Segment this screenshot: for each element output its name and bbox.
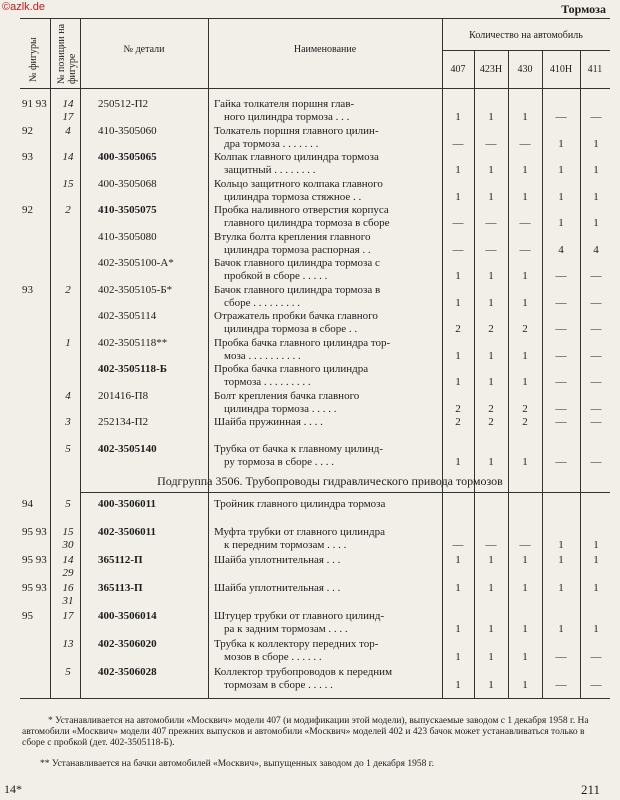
col-divider	[508, 50, 509, 698]
row-qty: —	[555, 679, 567, 691]
row-name-line2: цилиндра тормоза стяжное . .	[224, 190, 362, 203]
row-fig: 95 93	[22, 582, 47, 594]
row-qty: 1	[522, 651, 528, 663]
row-qty: 1	[522, 349, 528, 362]
header-model: 411	[587, 64, 603, 75]
row-qty: 1	[455, 376, 461, 388]
row-qty: —	[590, 402, 602, 415]
row-fig: 92	[22, 204, 33, 216]
row-qty: 1	[522, 111, 528, 123]
col-divider	[442, 18, 443, 698]
row-pos: 4	[65, 389, 71, 402]
row-qty: 1	[593, 164, 599, 176]
row-name-line1: Трубка к коллектору передних тор-	[214, 638, 379, 650]
row-part: 250512-П2	[98, 98, 149, 110]
row-name-line2: ру тормоза в сборе . . . .	[224, 455, 334, 468]
row-qty: 1	[455, 111, 461, 123]
row-qty: —	[590, 651, 602, 663]
row-name-line2: ного цилиндра тормоза . . .	[224, 111, 350, 123]
row-part: 410-3505080	[98, 230, 157, 243]
row-part: 400-3505065	[98, 151, 157, 163]
row-name-line2: цилиндра тормоза в сборе . .	[224, 323, 358, 335]
row-qty: 1	[455, 349, 461, 362]
row-qty: —	[555, 651, 567, 663]
row-qty: —	[485, 539, 497, 551]
row-qty: 1	[558, 623, 564, 635]
row-qty: —	[555, 349, 567, 362]
row-name-line1: Гайка толкателя поршня глав-	[214, 98, 355, 110]
header-part: № детали	[123, 44, 165, 55]
row-qty: 1	[455, 455, 461, 468]
row-part: 402-3505140	[98, 442, 157, 455]
row-qty: 1	[455, 679, 461, 691]
row-part: 400-3506014	[98, 610, 157, 622]
row-name-line2: тормозам в сборе . . . . .	[224, 679, 333, 691]
row-qty: 1	[488, 679, 494, 691]
row-qty: 2	[488, 416, 494, 428]
row-qty: —	[555, 455, 567, 468]
row-name-line2: защитный . . . . . . . .	[224, 164, 316, 176]
row-qty: —	[590, 416, 602, 428]
row-qty: 2	[522, 416, 528, 428]
row-qty: 1	[522, 554, 528, 566]
row-pos: 5	[65, 442, 71, 455]
col-divider	[580, 50, 581, 698]
row-fig: 91 93	[22, 98, 47, 110]
watermark: ©azlk.de	[2, 1, 45, 13]
row-qty: —	[519, 217, 531, 229]
row-qty: 2	[488, 323, 494, 335]
row-qty: 1	[522, 190, 528, 203]
col-divider	[50, 18, 51, 698]
row-part: 410-3505075	[98, 204, 157, 216]
row-name-line1: Коллектор трубопроводов к передним	[214, 666, 393, 678]
row-qty: 1	[488, 164, 494, 176]
row-qty: —	[555, 270, 567, 282]
row-pos: 3	[65, 416, 71, 428]
page-number: 211	[580, 782, 600, 797]
row-part: 402-3505105-Б*	[98, 283, 173, 296]
row-qty: —	[555, 402, 567, 415]
row-name-line1: Штуцер трубки от главного цилинд-	[214, 610, 385, 622]
qty-header-rule	[442, 50, 610, 51]
row-qty: —	[555, 416, 567, 428]
row-qty: 1	[558, 539, 564, 551]
row-qty: 1	[593, 190, 599, 203]
row-qty: 2	[522, 323, 528, 335]
row-name-line2: цилиндра тормоза . . . . .	[224, 402, 337, 415]
row-name-line1: Пробка наливного отверстия корпуса	[214, 204, 389, 216]
row-qty: —	[590, 111, 602, 123]
row-qty: 1	[488, 623, 494, 635]
row-qty: 1	[593, 623, 599, 635]
row-qty: —	[555, 111, 567, 123]
row-name-line1: Бачок главного цилиндра тормоза с	[214, 257, 380, 269]
row-qty: 1	[455, 164, 461, 176]
footnote-2: ** Устанавливается на бачки автомобилей «Москвич», выпущенных заводом до 1 декабря 1958 г.	[40, 759, 434, 769]
header-name: Наименование	[293, 44, 357, 55]
row-fig: 93	[22, 151, 33, 163]
row-name-line1: Колпак главного цилиндра тормоза	[214, 151, 379, 163]
row-qty: —	[519, 539, 531, 551]
row-name-line2: ра к задним тормозам . . . .	[224, 623, 348, 635]
row-qty: 1	[522, 455, 528, 468]
row-name-line1: Трубка от бачка к главному цилинд-	[214, 442, 384, 455]
row-part: 402-3506020	[98, 638, 157, 650]
row-qty: 1	[488, 554, 494, 566]
row-name-line1: Шайба уплотнительная . . .	[214, 582, 341, 594]
row-name-line2: к передним тормозам . . . .	[224, 539, 347, 551]
row-qty: 1	[522, 582, 528, 594]
subgroup-rule	[80, 492, 610, 493]
row-qty: 1	[558, 137, 564, 150]
row-qty: 1	[455, 623, 461, 635]
row-qty: —	[452, 243, 464, 256]
row-qty: 1	[558, 190, 564, 203]
row-pos: 15 30	[62, 526, 74, 551]
row-qty: 1	[558, 164, 564, 176]
row-qty: 1	[488, 651, 494, 663]
row-part: 402-3506028	[98, 666, 157, 678]
header-fig: № фигуры	[28, 37, 39, 82]
row-qty: 1	[455, 651, 461, 663]
row-name-line1: Втулка болта крепления главного	[214, 230, 371, 243]
row-part: 402-3505118-Б	[98, 363, 167, 375]
row-qty: 1	[488, 270, 494, 282]
row-qty: 1	[593, 539, 599, 551]
row-qty: 2	[455, 323, 461, 335]
row-qty: 1	[593, 554, 599, 566]
row-qty: 4	[558, 243, 564, 256]
row-name-line1: Шайба пружинная . . . .	[214, 416, 323, 428]
row-qty: 1	[455, 554, 461, 566]
row-name-line1: Отражатель пробки бачка главного	[214, 310, 378, 322]
header-bottom-rule	[20, 88, 610, 89]
row-qty: 1	[558, 217, 564, 229]
row-qty: —	[590, 296, 602, 309]
row-name-line2: мозов в сборе . . . . . .	[224, 651, 322, 663]
row-part: 252134-П2	[98, 416, 149, 428]
row-qty: —	[590, 455, 602, 468]
row-qty: 1	[558, 582, 564, 594]
row-pos: 2	[65, 283, 71, 296]
header-model: 423Н	[479, 64, 503, 75]
row-qty: —	[590, 376, 602, 388]
row-pos: 17	[62, 610, 74, 622]
header-model: 430	[517, 64, 533, 75]
row-qty: 2	[522, 402, 528, 415]
row-qty: 1	[522, 296, 528, 309]
row-qty: —	[452, 539, 464, 551]
row-qty: —	[555, 376, 567, 388]
row-name-line2: моза . . . . . . . . . .	[224, 349, 301, 362]
row-pos: 5	[65, 666, 71, 678]
col-divider	[80, 18, 81, 698]
header-qty: Количество на автомобиль	[469, 30, 583, 41]
row-qty: 1	[488, 455, 494, 468]
row-qty: —	[590, 323, 602, 335]
row-qty: 1	[488, 582, 494, 594]
row-pos: 2	[65, 204, 71, 216]
row-name-line2: пробкой в сборе . . . . .	[224, 270, 328, 282]
row-qty: —	[485, 243, 497, 256]
row-qty: —	[519, 137, 531, 150]
footnote-1: * Устанавливается на автомобили «Москвич» модели 407 (и модификации этой модели), выпускаемые заводом с 1 декабря 1958 г. На автомобили «Москвич» модели 407 прежних выпусков и автомобили «Москвич» моделей 402 и 423 бачок может устанавливаться только в сборе с пробкой (дет. 402-3505118-Б).	[22, 716, 589, 748]
row-part: 402-3505114	[98, 310, 157, 322]
row-name-line2: тормоза . . . . . . . . .	[224, 376, 311, 388]
row-qty: 1	[593, 137, 599, 150]
row-qty: 1	[522, 164, 528, 176]
row-fig: 95 93	[22, 526, 47, 538]
row-name-line1: Пробка бачка главного цилиндра тор-	[214, 336, 391, 349]
page-signature: 14*	[4, 782, 22, 796]
row-fig: 95 93	[22, 554, 47, 566]
row-fig: 93	[22, 283, 33, 296]
row-qty: 4	[593, 243, 599, 256]
row-name-line2: цилиндра тормоза распорная . .	[224, 243, 371, 256]
row-name-line1: Шайба уплотнительная . . .	[214, 554, 341, 566]
row-part: 201416-П8	[98, 389, 149, 402]
row-pos: 5	[65, 498, 71, 510]
row-qty: —	[485, 137, 497, 150]
row-name-line1: Болт крепления бачка главного	[214, 389, 360, 402]
row-part: 400-3505068	[98, 177, 157, 190]
row-fig: 95	[22, 610, 33, 622]
row-qty: 1	[522, 679, 528, 691]
row-pos: 15	[62, 177, 74, 190]
row-pos: 16 31	[62, 582, 74, 607]
row-qty: —	[590, 679, 602, 691]
row-qty: 1	[488, 376, 494, 388]
row-name-line1: Пробка бачка главного цилиндра	[214, 363, 369, 375]
row-qty: 1	[455, 190, 461, 203]
row-name-line1: Толкатель поршня главного цилин-	[214, 124, 379, 137]
header-pos: № позиции на фигуре	[56, 23, 78, 84]
row-qty: —	[485, 217, 497, 229]
row-qty: 1	[455, 270, 461, 282]
row-fig: 92	[22, 124, 33, 137]
row-name-line2: дра тормоза . . . . . . .	[224, 137, 319, 150]
row-pos: 4	[65, 124, 71, 137]
row-part: 410-3505060	[98, 124, 157, 137]
row-qty: 1	[488, 296, 494, 309]
row-pos: 1	[65, 336, 71, 349]
col-divider	[208, 18, 209, 698]
row-qty: —	[519, 243, 531, 256]
row-qty: —	[590, 270, 602, 282]
col-divider	[474, 50, 475, 698]
row-pos: 14 29	[62, 554, 74, 579]
row-qty: —	[590, 349, 602, 362]
row-qty: 1	[522, 270, 528, 282]
row-name-line1: Бачок главного цилиндра тормоза в	[214, 283, 381, 296]
row-qty: 2	[455, 416, 461, 428]
row-qty: —	[452, 217, 464, 229]
row-name-line1: Тройник главного цилиндра тормоза	[214, 498, 386, 510]
row-qty: 1	[488, 190, 494, 203]
row-qty: 1	[488, 111, 494, 123]
subgroup-heading: Подгруппа 3506. Трубопроводы гидравлического привода тормозов	[157, 474, 503, 488]
row-pos: 13	[62, 638, 74, 650]
table-top-rule	[20, 18, 610, 19]
row-qty: —	[555, 296, 567, 309]
header-model: 407	[450, 64, 466, 75]
section-title: Тормоза	[561, 2, 606, 16]
table-bottom-rule	[20, 698, 610, 699]
row-qty: 1	[488, 349, 494, 362]
row-qty: 1	[593, 217, 599, 229]
row-name-line2: сборе . . . . . . . . .	[224, 296, 300, 309]
row-qty: —	[452, 137, 464, 150]
row-part: 402-3505100-А*	[98, 257, 174, 269]
row-fig: 94	[22, 498, 33, 510]
row-name-line2: главного цилиндра тормоза в сборе	[224, 217, 390, 229]
col-divider	[542, 50, 543, 698]
row-part: 365113-П	[98, 582, 143, 594]
row-pos: 14	[62, 151, 74, 163]
row-qty: 2	[488, 402, 494, 415]
row-name-line1: Кольцо защитного колпака главного	[214, 177, 383, 190]
row-part: 365112-П	[98, 554, 143, 566]
row-qty: —	[555, 323, 567, 335]
row-part: 400-3506011	[98, 498, 157, 510]
row-part: 402-3506011	[98, 526, 157, 538]
row-qty: 1	[522, 376, 528, 388]
row-qty: 1	[558, 554, 564, 566]
row-part: 402-3505118**	[98, 336, 168, 349]
header-model: 410Н	[549, 64, 573, 75]
row-qty: 1	[522, 623, 528, 635]
row-qty: 1	[593, 582, 599, 594]
row-qty: 1	[455, 582, 461, 594]
row-qty: 1	[455, 296, 461, 309]
row-name-line1: Муфта трубки от главного цилиндра	[214, 526, 385, 538]
row-qty: 2	[455, 402, 461, 415]
row-pos: 14 17	[62, 98, 74, 123]
